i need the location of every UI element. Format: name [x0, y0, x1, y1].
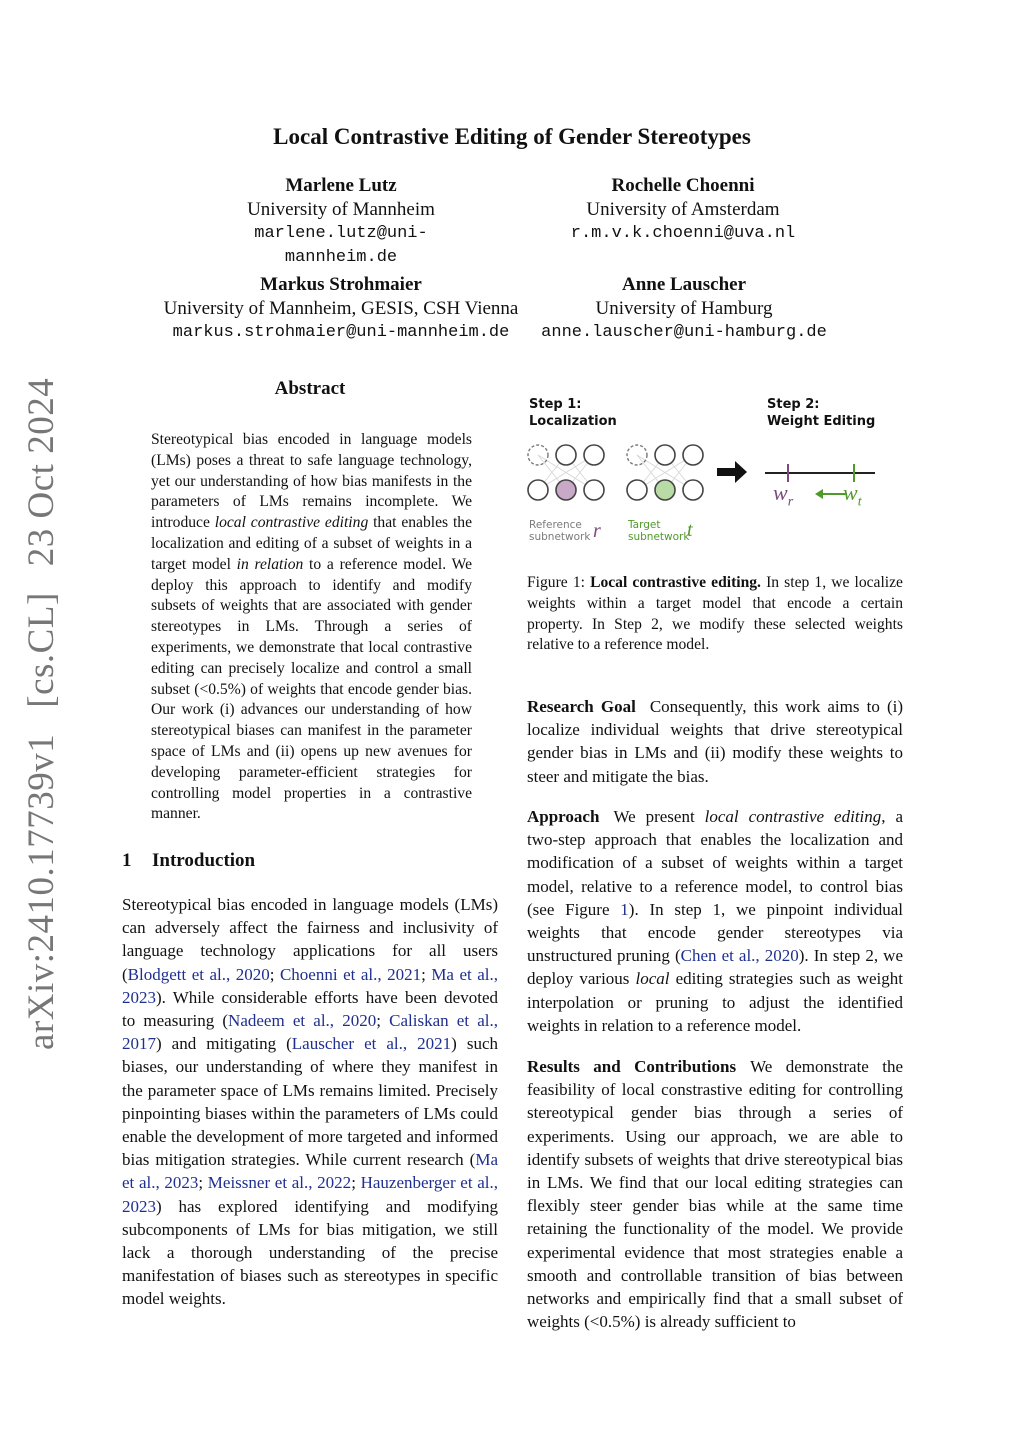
paragraph-runhead: Research Goal	[527, 697, 636, 716]
edit-arrow-head	[815, 489, 823, 499]
wr-symbol: w	[773, 480, 788, 505]
paragraph-text: Consequently, this work aims to (i) localize individual weights that drive stereotypical gender bias in LMs and (ii) modify these weights to steer and mitigate the bias.	[527, 697, 904, 786]
neuron	[584, 445, 604, 465]
citation-link[interactable]: Blodgett et al., 2020	[127, 964, 270, 984]
neuron	[683, 480, 703, 500]
abstract-emphasis: local contrastive editing	[214, 514, 369, 532]
author-name: Markus Strohmaier	[260, 274, 422, 295]
intro-text: Stereotypical bias encoded in language models (LMs) can adversely affect the fairness and inclusivity of language technology applications for all users (	[122, 895, 498, 984]
wt-symbol: w	[843, 480, 858, 505]
section-title: Introduction	[152, 850, 256, 871]
neuron	[556, 445, 576, 465]
figure-caption	[527, 573, 903, 656]
section-number: 1	[122, 850, 132, 871]
intro-text: ) and mitigating (	[156, 1034, 292, 1054]
caption-title: Local contrastive editing.	[590, 574, 761, 591]
author-affiliation: University of Hamburg	[595, 298, 773, 319]
approach-paragraph	[527, 805, 903, 1037]
intro-text: ) has explored identifying and modifying subcomponents of LMs for bias mitigation, we still lack a thorough understanding of the precise manifestation of biases such as stereotypes in specific model weights.	[122, 1196, 498, 1309]
abstract-emphasis: in relation	[236, 555, 304, 573]
author-affiliation: University of Mannheim, GESIS, CSH Vienna	[163, 298, 519, 319]
neuron	[627, 480, 647, 500]
neuron	[528, 480, 548, 500]
abstract-part: Stereotypical bias encoded in language models (LMs) poses a threat to safe language technology, yet our understanding of how bias manifests in the parameters of LMs remains incomplete. We introduce	[151, 431, 472, 532]
paragraph-text: We demonstrate the feasibility of local constrastive editing for controlling stereotypical gender bias through a series of experiments. Using our approach, we are able to identify subsets of weights that drive stereotypical bias in LMs. We find that our local editing strategies can flexibly steer gender bias while at the same time retaining the functionality of the model. We provide experimental evidence that most strategies enable a smooth and controllable transition of bias between networks and empirically find that a small subset of weights (<0.5%) is already sufficient to	[527, 1057, 903, 1332]
citation-link[interactable]: Ma et al., 2023	[122, 964, 498, 1007]
paragraph-text: editing strategies such as weight interpolation or pruning to adjust the identified weights in relation to a reference model.	[527, 969, 903, 1035]
intro-text: ) such biases, our understanding of where they manifest in the parameter space of LMs remains limited. Precisely pinpointing biases within the parameters of LMs could enable the development of more targeted and informed bias mitigation strategies. While current research (	[122, 1034, 498, 1170]
neuron	[584, 480, 604, 500]
paragraph-emphasis: local contrastive editing	[704, 807, 882, 826]
citation-link[interactable]: Nadeem et al., 2020	[228, 1011, 377, 1031]
reference-highlight-neuron	[556, 480, 576, 500]
step-arrow	[717, 461, 747, 483]
citation-link[interactable]: Meissner et al., 2022	[207, 1173, 352, 1193]
abstract-heading: Abstract	[274, 378, 346, 399]
paper-title: Local Contrastive Editing of Gender Stereotypes	[273, 124, 751, 149]
target-highlight-neuron	[655, 480, 675, 500]
reference-label-line: subnetwork	[529, 531, 591, 543]
author-email[interactable]: marlene.lutz@uni-mannheim.de	[254, 224, 428, 267]
caption-text: In step 1, we localize weights within a target model that encode a certain property. In Step 2, we modify these selected weights relative to a reference model.	[527, 574, 903, 654]
step1-label: Step 1:	[529, 397, 582, 412]
arxiv-category: [cs.CL]	[21, 592, 62, 708]
wt-subscript: t	[857, 494, 862, 510]
citation-link[interactable]: Lauscher et al., 2021	[291, 1034, 452, 1054]
research-goal-paragraph	[527, 695, 903, 788]
wr-subscript: r	[787, 494, 794, 510]
target-label-line: Target	[628, 519, 661, 531]
step1-heading	[529, 396, 617, 430]
target-subnetwork-label	[628, 519, 689, 543]
figure-reference-link[interactable]: 1	[620, 899, 629, 919]
paragraph-text: ). In step 2, we deploy various	[527, 946, 903, 989]
paragraph-text: We present	[613, 807, 705, 826]
author-name: Rochelle Choenni	[611, 175, 755, 196]
author-email[interactable]: markus.strohmaier@uni-mannheim.de	[172, 323, 510, 342]
paragraph-text: , a two-step approach that enables the localization and modification of a subset of weights within a target model, relative to a reference model, to control bias (see Figure	[527, 807, 903, 919]
author-block	[540, 174, 826, 246]
author-block	[140, 273, 542, 345]
author-name: Anne Lauscher	[621, 274, 747, 295]
reference-label-line: Reference	[529, 519, 582, 531]
arxiv-date: 23 Oct 2024	[21, 377, 62, 567]
figure-1	[527, 392, 903, 552]
author-email[interactable]: r.m.v.k.choenni@uva.nl	[570, 224, 796, 243]
abstract-part: to a reference model. We deploy this approach to identify and modify subsets of weights that are associated with gender stereotypes in LMs. Through a series of experiments, we demonstrate that local contrastive editing can precisely localize and control a small subset (<0.5%) of weights that encode gender bias. Our work (i) advances our understanding of how stereotypical biases can manifest in the parameter space of LMs and (ii) opens up new avenues for developing parameter-efficient strategies for controlling model properties in a contrastive manner.	[151, 555, 472, 823]
intro-text: ). While considerable efforts have been devoted to measuring (	[122, 987, 498, 1031]
citation-link[interactable]: Caliskan et al., 2017	[122, 1011, 499, 1054]
author-block	[200, 174, 482, 270]
section-heading-introduction	[122, 850, 255, 872]
step2-label: Step 2:	[767, 397, 820, 412]
wr-label	[773, 480, 793, 510]
arxiv-id: arXiv:2410.17739v1	[21, 733, 62, 1050]
reference-subnetwork-label	[529, 519, 590, 543]
citation-link[interactable]: Chen et al., 2020	[680, 946, 799, 966]
paragraph-runhead: Results and Contributions	[527, 1057, 737, 1076]
intro-paragraph: Stereotypical bias encoded in language models (LMs) can adversely affect the fairness and inclusivity of language technology applications for all users (Blodgett et al., 2020; Choenni et al., 2021; Ma et al., 2023). While considerable efforts have been devoted to measuring (Nadeem et al., 2020; Caliskan et al., 2017) and mitigating (Lauscher et al., 2021) such biases, our understanding of where they manifest in the parameter space of LMs remains limited. Precisely pinpointing biases within the parameters of LMs could enable the development of more targeted and informed bias mitigation strategies. While current research (Ma et al., 2023; Meissner et al., 2022; Hauzenberger et al., 2023) has explored identifying and modifying subcomponents of LMs for bias mitigation, we still lack a thorough understanding of the precise manifestation of biases such as stereotypes in specific model weights.	[122, 895, 499, 1309]
results-paragraph	[527, 1055, 903, 1333]
citation-link[interactable]: Hauzenberger et al., 2023	[122, 1173, 498, 1216]
citation-link[interactable]: Choenni et al., 2021	[279, 964, 422, 984]
caption-label: Figure 1:	[527, 574, 585, 591]
abstract-part: that enables the localization and editing of a subset of weights in a target model	[151, 514, 473, 573]
target-label-line: subnetwork	[628, 531, 690, 543]
step2-sublabel: Weight Editing	[767, 414, 876, 429]
author-name: Marlene Lutz	[285, 175, 397, 196]
arxiv-stamp	[20, 352, 63, 1050]
author-block	[536, 273, 832, 345]
author-affiliation: University of Amsterdam	[586, 199, 780, 220]
abstract-text	[151, 430, 472, 825]
paragraph-text: ). In step 1, we pinpoint individual weights that encode gender stereotypes via unstructured pruning (	[527, 899, 903, 966]
citation-link[interactable]: Ma et al., 2023	[122, 1150, 498, 1193]
author-email[interactable]: anne.lauscher@uni-hamburg.de	[541, 323, 827, 342]
author-affiliation: University of Mannheim	[247, 199, 435, 220]
paragraph-runhead: Approach	[527, 807, 600, 826]
target-symbol: t	[687, 519, 693, 541]
wt-label	[843, 480, 862, 510]
reference-symbol: r	[593, 520, 601, 542]
step2-heading	[767, 396, 875, 430]
paragraph-emphasis: local	[635, 969, 670, 989]
neuron	[655, 445, 675, 465]
step1-sublabel: Localization	[529, 414, 617, 429]
neuron	[683, 445, 703, 465]
